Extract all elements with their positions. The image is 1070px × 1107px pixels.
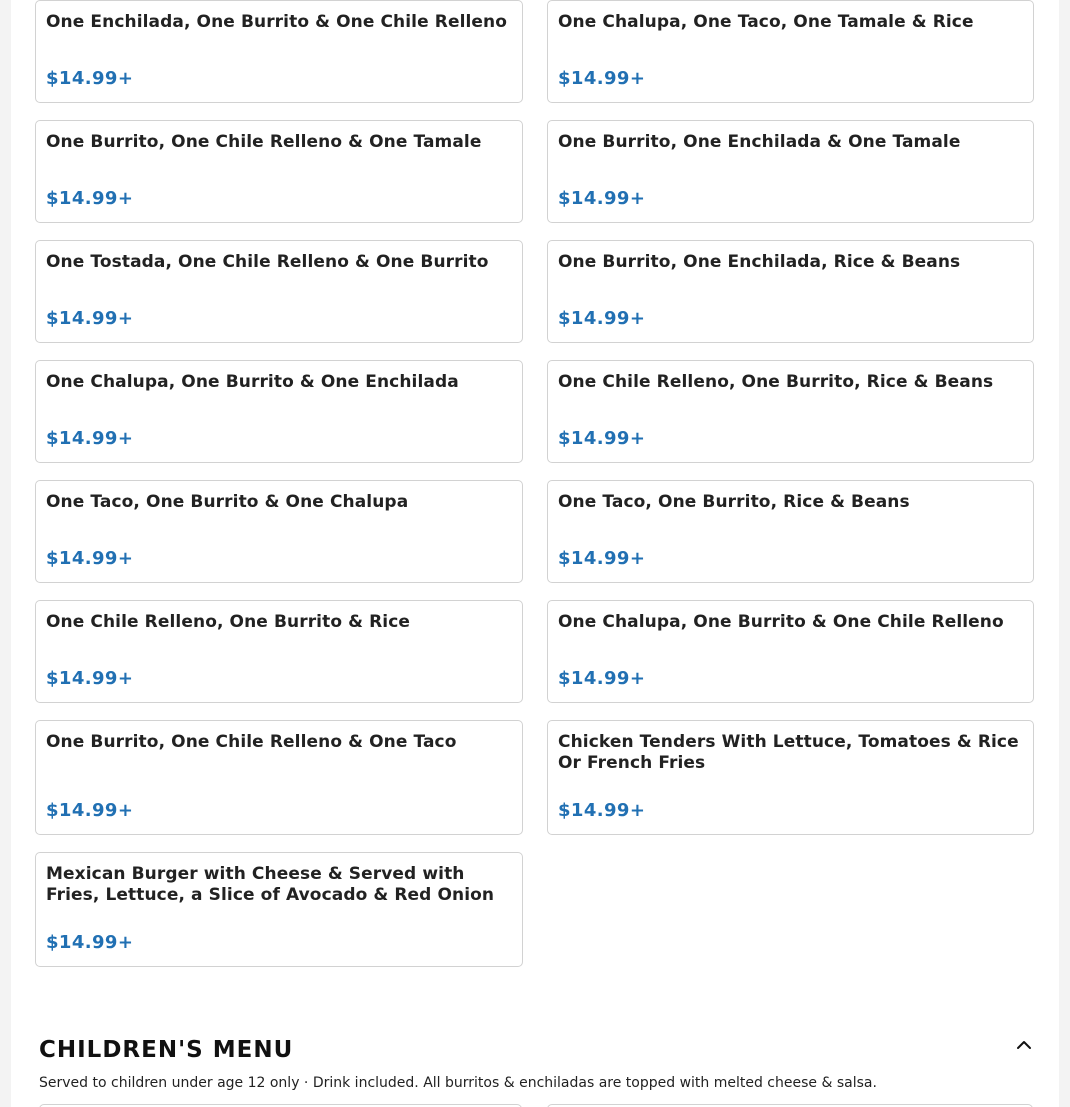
menu-item-card[interactable]	[35, 240, 523, 343]
menu-item-price: $14.99+	[558, 668, 646, 689]
menu-item-price: $14.99+	[46, 800, 134, 821]
menu-item-card[interactable]	[35, 600, 523, 703]
menu-item-price: $14.99+	[46, 548, 134, 569]
section-title: CHILDREN'S MENU	[39, 1037, 294, 1063]
menu-item-card[interactable]	[35, 720, 523, 835]
menu-item-card[interactable]	[547, 600, 1034, 703]
menu-item-price: $14.99+	[46, 668, 134, 689]
menu-item-card[interactable]	[35, 0, 523, 103]
menu-item-title: One Burrito, One Chile Relleno & One Taco	[46, 732, 457, 752]
menu-item-price: $14.99+	[46, 932, 134, 953]
menu-item-card[interactable]	[547, 0, 1034, 103]
menu-item-title: One Chalupa, One Burrito & One Enchilada	[46, 372, 459, 392]
menu-page	[11, 0, 1059, 1107]
menu-item-price: $14.99+	[46, 428, 134, 449]
menu-item-title: One Taco, One Burrito & One Chalupa	[46, 492, 409, 512]
children-menu-header	[39, 1036, 1034, 1092]
menu-item-title: One Burrito, One Enchilada & One Tamale	[558, 132, 961, 152]
menu-item-price: $14.99+	[558, 68, 646, 89]
menu-item-title: One Burrito, One Chile Relleno & One Tamale	[46, 132, 482, 152]
menu-item-title: Mexican Burger with Cheese & Served with Fries, Lettuce, a Slice of Avocado & Red Onion	[46, 864, 495, 905]
menu-item-price: $14.99+	[46, 68, 134, 89]
chevron-up-icon[interactable]	[1014, 1036, 1034, 1056]
menu-item-card[interactable]	[35, 360, 523, 463]
menu-item-title: One Tostada, One Chile Relleno & One Burrito	[46, 252, 489, 272]
menu-items-grid	[35, 0, 1034, 967]
menu-item-price: $14.99+	[558, 548, 646, 569]
menu-item-title: One Enchilada, One Burrito & One Chile Relleno	[46, 12, 508, 32]
menu-item-card[interactable]	[547, 240, 1034, 343]
menu-item-card[interactable]	[35, 852, 523, 967]
section-description: Served to children under age 12 only · Drink included. All burritos & enchiladas are topped with melted cheese & salsa.	[39, 1075, 877, 1091]
menu-item-price: $14.99+	[558, 800, 646, 821]
menu-item-card[interactable]	[547, 720, 1034, 835]
menu-item-card[interactable]	[547, 480, 1034, 583]
menu-item-title: One Burrito, One Enchilada, Rice & Beans	[558, 252, 961, 272]
menu-item-price: $14.99+	[558, 308, 646, 329]
menu-item-title: One Chalupa, One Taco, One Tamale & Rice	[558, 12, 974, 32]
menu-item-price: $14.99+	[46, 188, 134, 209]
menu-item-card[interactable]	[547, 120, 1034, 223]
menu-item-card[interactable]	[35, 120, 523, 223]
menu-item-price: $14.99+	[558, 188, 646, 209]
menu-item-title: One Chile Relleno, One Burrito & Rice	[46, 612, 410, 632]
menu-item-title: One Chile Relleno, One Burrito, Rice & Beans	[558, 372, 994, 392]
menu-item-card[interactable]	[35, 480, 523, 583]
menu-item-title: One Chalupa, One Burrito & One Chile Relleno	[558, 612, 1004, 632]
menu-item-title: Chicken Tenders With Lettuce, Tomatoes & Rice Or French Fries	[558, 732, 1019, 773]
menu-item-card[interactable]	[547, 360, 1034, 463]
menu-item-price: $14.99+	[46, 308, 134, 329]
menu-item-title: One Taco, One Burrito, Rice & Beans	[558, 492, 910, 512]
menu-item-price: $14.99+	[558, 428, 646, 449]
